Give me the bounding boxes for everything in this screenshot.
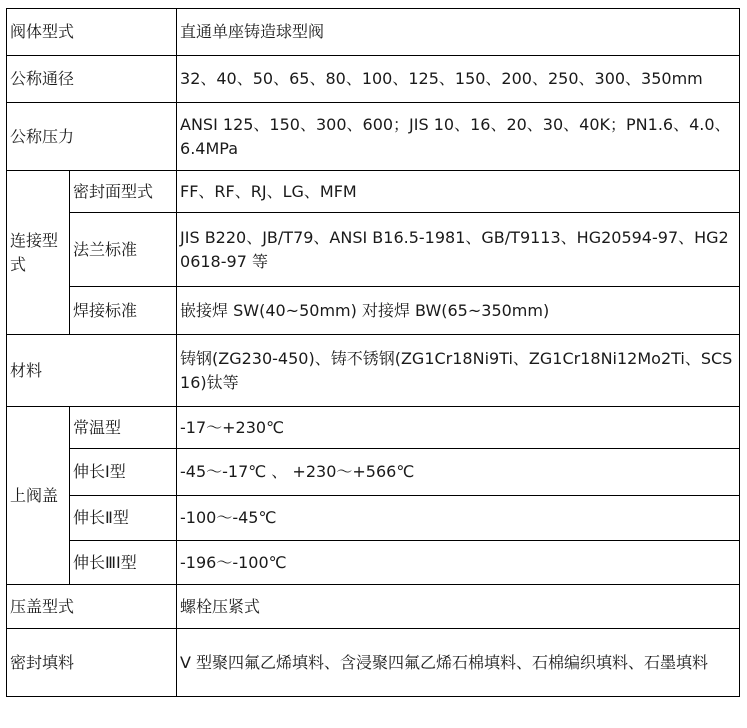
row-value: FF、RF、RJ、LG、MFM [177,171,740,213]
row-value: -17～+230℃ [177,407,740,449]
row-value: 螺栓压紧式 [177,585,740,629]
table-row [7,287,740,335]
row-label: 公称压力 [7,103,177,171]
row-value: JIS B220、JB/T79、ANSI B16.5-1981、GB/T9113、HG20594-97、HG20618-97 等 [177,213,740,287]
row-label: 压盖型式 [7,585,177,629]
group-label: 上阀盖 [7,407,70,585]
table-row [7,407,740,449]
table-row [7,335,740,407]
row-value: -100～-45℃ [177,496,740,541]
row-value: ANSI 125、150、300、600；JIS 10、16、20、30、40K；PN1.6、4.0、6.4MPa [177,103,740,171]
row-value: -196～-100℃ [177,541,740,585]
row-label: 焊接标准 [70,287,177,335]
table-row [7,496,740,541]
row-value: 嵌接焊 SW(40~50mm) 对接焊 BW(65~350mm) [177,287,740,335]
row-label: 伸长ⅢⅠ型 [70,541,177,585]
row-label: 密封面型式 [70,171,177,213]
table-row [7,629,740,697]
row-value: V 型聚四氟乙烯填料、含浸聚四氟乙烯石棉填料、石棉编织填料、石墨填料 [177,629,740,697]
group-label: 连接型式 [7,171,70,335]
row-value: 32、40、50、65、80、100、125、150、200、250、300、350mm [177,56,740,103]
row-label: 法兰标准 [70,213,177,287]
row-label: 伸长Ⅰ型 [70,449,177,496]
row-label: 阀体型式 [7,9,177,56]
row-value: 铸钢(ZG230-450)、铸不锈钢(ZG1Cr18Ni9Ti、ZG1Cr18Ni12Mo2Ti、SCS16)钛等 [177,335,740,407]
table-row [7,103,740,171]
table-row [7,171,740,213]
row-label: 公称通径 [7,56,177,103]
row-value: 直通单座铸造球型阀 [177,9,740,56]
valve-spec-table [6,8,740,697]
table-row [7,541,740,585]
row-value: -45～-17℃ 、 +230～+566℃ [177,449,740,496]
table-row [7,56,740,103]
table-row [7,213,740,287]
row-label: 材料 [7,335,177,407]
table-row [7,585,740,629]
table-row [7,449,740,496]
row-label: 伸长Ⅱ型 [70,496,177,541]
row-label: 密封填料 [7,629,177,697]
table-row [7,9,740,56]
row-label: 常温型 [70,407,177,449]
